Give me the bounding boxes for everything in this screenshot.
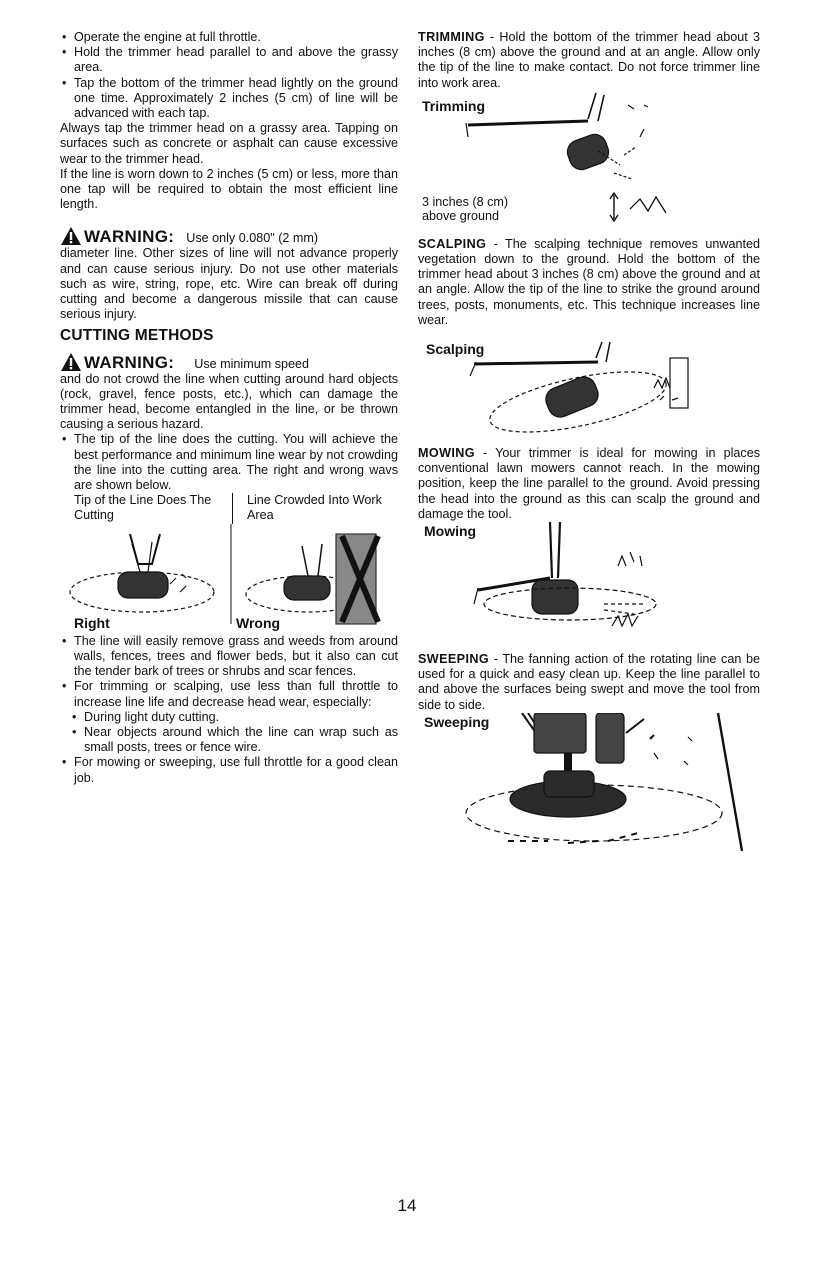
scalping-text: - The scalping technique removes unwanted vegetation down to the ground. Hold the bottom of the trimmer head about 3 inches (8 cm) above the ground and at an angle. Allow the tip of the line to strike the ground around trees, posts, monuments, etc. This technique increases line wear. (418, 236, 760, 327)
left-column (60, 30, 398, 786)
mowing-paragraph (418, 446, 760, 522)
mowing-figure (418, 522, 760, 646)
list-item: • For trimming or scalping, use less than full throttle to increase line life and decrease head wear, especially: (60, 679, 398, 709)
sweeping-keyword: SWEEPING (418, 652, 490, 667)
section-title: CUTTING METHODS (60, 327, 214, 345)
trimming-figure (418, 91, 760, 229)
right-wrong-figure (60, 524, 398, 634)
sweeping-paragraph (418, 652, 760, 713)
scalping-paragraph (418, 237, 760, 328)
right-wrong-captions (74, 493, 398, 523)
list-item: • Tap the bottom of the trimmer head lightly on the ground one time. Approximately 2 inches (5 cm) of line will be advanced with each tap. (60, 76, 398, 122)
warning-triangle-icon (60, 226, 82, 246)
cutting-bullets (60, 634, 398, 710)
list-item: • Near objects around which the line can wrap such as small posts, trees or fence wire. (60, 725, 398, 755)
warning-line-size (60, 226, 398, 246)
sweeping-text: - The fanning action of the rotating line can be used for a quick and easy clean up. Keep the line parallel to and above the surfaces being swept and move the tool from side to side. (418, 652, 760, 712)
trimming-height-note-2: above ground (422, 208, 500, 223)
warning-lead: Use minimum speed (194, 356, 310, 371)
caption-wrong-way: Line Crowded Into Work Area (232, 493, 390, 523)
caption-right-way: Tip of the Line Does The Cutting (74, 493, 212, 523)
trimming-text: - Hold the bottom of the trimmer head about 3 inches (8 cm) above the ground and at an angle. Allow only the tip of the line to make contact. Do not force trimmer line into work area. (418, 30, 760, 90)
list-item: • Hold the trimmer head parallel to and above the grassy area. (60, 45, 398, 75)
warning-title: WARNING: (84, 352, 175, 372)
warning-body: and do not crowd the line when cutting around hard objects (rock, gravel, fence posts, etc.), which can damage the trimmer head, become entangled in the line, or be thrown causing a serious hazard. (60, 371, 398, 432)
throttle-sub-bullets (60, 710, 398, 756)
figure-label-right: Right (74, 614, 110, 631)
mowing-text: - Your trimmer is ideal for mowing in places conventional lawn mowers cannot reach. In the mowing position, keep the line parallel to the ground. Avoid pressing the head into the ground as this can scalp the ground and damage the tool. (418, 446, 760, 521)
tip-bullet (60, 432, 398, 493)
warning-lead: Use only 0.080" (2 mm) (186, 231, 319, 246)
list-item: • Operate the engine at full throttle. (60, 30, 398, 45)
trimming-paragraph (418, 30, 760, 91)
sweeping-figure (418, 713, 760, 851)
list-item: • The line will easily remove grass and weeds from around walls, fences, trees and flower beds, but it also can cut the tender bark of trees or shrubs and scar fences. (60, 634, 398, 680)
trimming-height-note: 3 inches (8 cm) (422, 194, 509, 209)
list-item: • The tip of the line does the cutting. You will achieve the best performance and minimum line wear by not crowding the line into the cutting area. The right and wrong wavs are shown below. (60, 432, 398, 493)
figure-label-wrong: Wrong (236, 614, 281, 631)
figure-label-scalping: Scalping (426, 341, 485, 358)
right-wrong-illustration (60, 524, 398, 634)
list-item: • For mowing or sweeping, use full throttle for a good clean job. (60, 755, 398, 785)
page-number: 14 (397, 1196, 417, 1215)
warning-body: diameter line. Other sizes of line will not advance properly and can cause serious injury. Do not use other materials such as wire, string, rope, etc. Wire can break off during cutting and become a dangerous missile that can cause serious injury. (60, 246, 398, 322)
figure-label-mowing: Mowing (424, 523, 477, 540)
throttle-bullets (60, 30, 398, 121)
trimming-keyword: TRIMMING (418, 30, 485, 44)
warning-triangle-icon (60, 352, 82, 372)
figure-label-trimming: Trimming (422, 97, 486, 114)
mowing-keyword: MOWING (418, 446, 475, 461)
scalping-figure (418, 328, 760, 442)
tap-paragraph: Always tap the trimmer head on a grassy area. Tapping on surfaces such as concrete or asphalt can cause excessive wear to the trimmer head. (60, 121, 398, 166)
mowing-illustration (418, 522, 760, 646)
scalping-keyword: SCALPING (418, 236, 487, 251)
line-length-paragraph: If the line is worn down to 2 inches (5 cm) or less, more than one tap will be required to obtain the most efficient line length. (60, 166, 398, 212)
list-item: • During light duty cutting. (60, 710, 398, 725)
warning-minimum-speed (60, 352, 398, 372)
right-column (418, 30, 760, 851)
warning-title: WARNING: (84, 227, 175, 247)
sweeping-illustration (418, 713, 760, 851)
mowing-throttle-bullet (60, 755, 398, 785)
figure-label-sweeping: Sweeping (424, 713, 490, 730)
